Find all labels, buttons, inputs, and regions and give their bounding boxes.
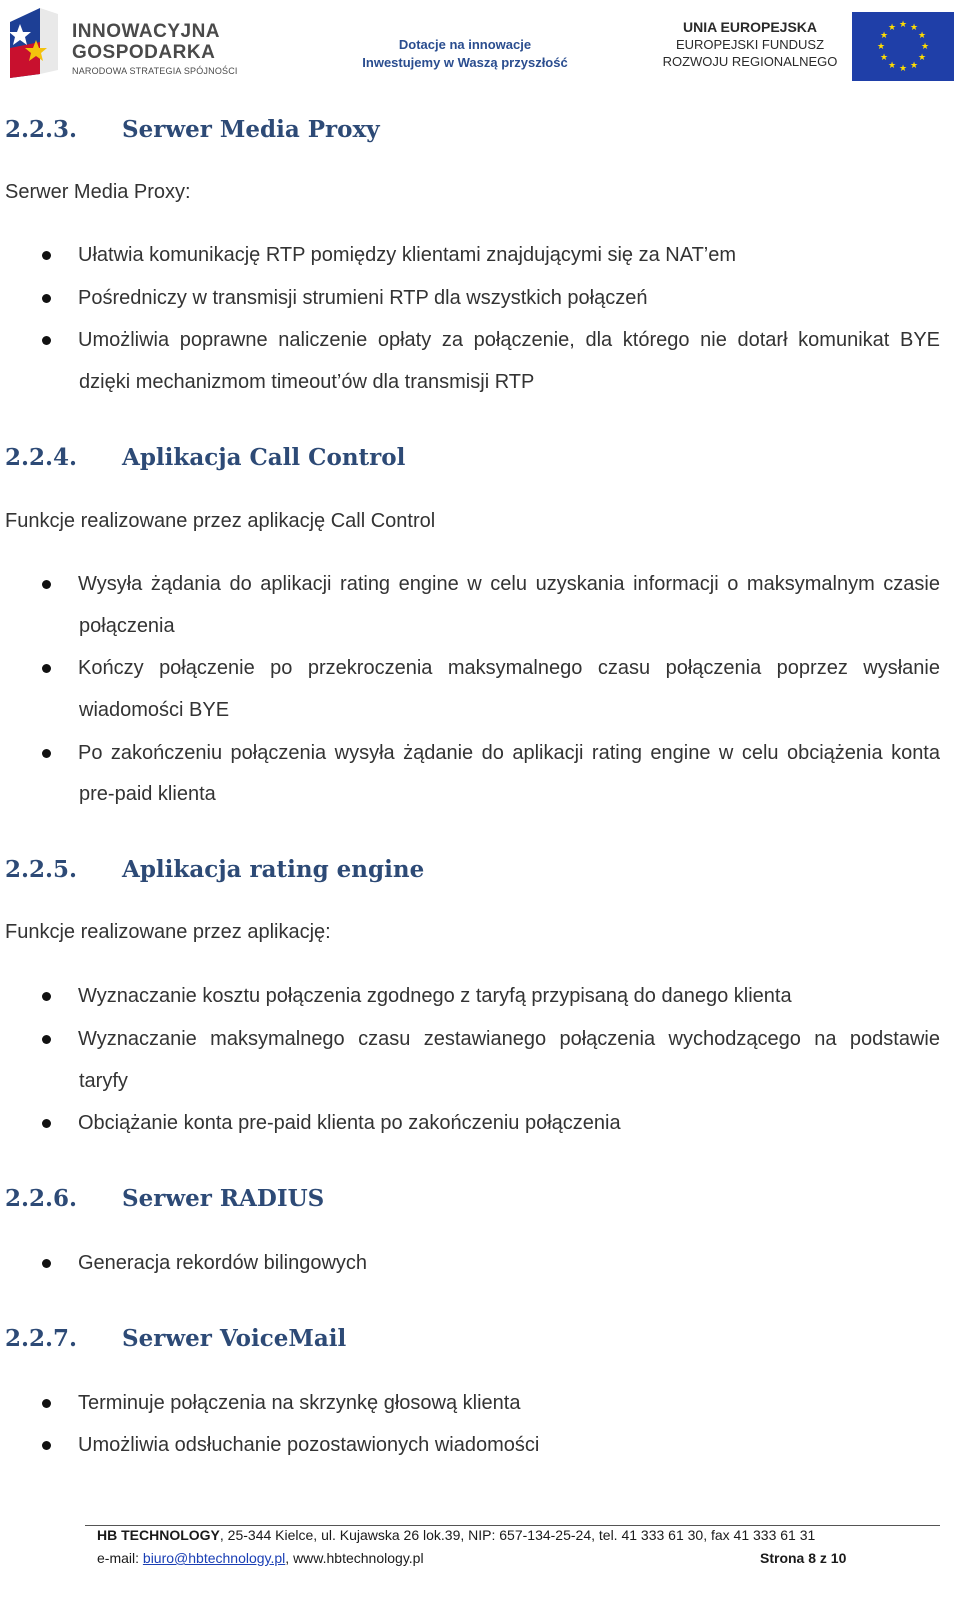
svg-text:★: ★ bbox=[887, 61, 897, 71]
svg-text:★: ★ bbox=[917, 31, 927, 41]
bullet-icon bbox=[42, 992, 51, 1001]
section-heading-2-2-5 bbox=[5, 856, 424, 884]
section-title: Serwer RADIUS bbox=[122, 1185, 325, 1212]
svg-text:★: ★ bbox=[909, 23, 919, 33]
section-title: Serwer VoiceMail bbox=[122, 1325, 347, 1352]
bullet-icon bbox=[42, 1035, 51, 1044]
list-item-continuation: wiadomości BYE bbox=[79, 699, 230, 721]
list-item-continuation: dzięki mechanizmom timeout’ów dla transmisji RTP bbox=[79, 371, 535, 393]
section-number: 2.2.7. bbox=[5, 1325, 78, 1352]
footer-contact-line bbox=[97, 1550, 424, 1566]
footer-website: , www.hbtechnology.pl bbox=[285, 1550, 424, 1566]
list-item: Terminuje połączenia na skrzynkę głosową klienta bbox=[78, 1392, 521, 1414]
section-number: 2.2.4. bbox=[5, 444, 78, 471]
bullet-icon bbox=[42, 1119, 51, 1128]
list-item: Generacja rekordów bilingowych bbox=[78, 1252, 368, 1274]
innowacyjna-gospodarka-logo bbox=[6, 4, 246, 84]
list-item: Kończy połączenie po przekroczenia maksymalnego czasu połączenia poprzez wysłanie bbox=[78, 657, 940, 679]
bullet-icon bbox=[42, 1259, 51, 1268]
section-intro: Funkcje realizowane przez aplikację Call Control bbox=[5, 510, 436, 532]
section-title: Aplikacja Call Control bbox=[122, 444, 406, 471]
footer-email-label: e-mail: bbox=[97, 1550, 143, 1566]
list-item: Wyznaczanie maksymalnego czasu zestawianego połączenia wychodzącego na podstawie bbox=[78, 1028, 940, 1050]
footer-email-link[interactable]: biuro@hbtechnology.pl bbox=[142, 1550, 286, 1566]
logo-title-line2: GOSPODARKA bbox=[72, 42, 216, 63]
eu-fund-text bbox=[660, 18, 840, 70]
section-title: Serwer Media Proxy bbox=[122, 116, 380, 143]
svg-text:★: ★ bbox=[920, 42, 930, 52]
list-item: Umożliwia poprawne naliczenie opłaty za połączenie, dla którego nie dotarł komunikat BYE bbox=[78, 329, 940, 351]
page-number: Strona 8 z 10 bbox=[760, 1550, 847, 1566]
list-item: Obciążanie konta pre-paid klienta po zakończeniu połączenia bbox=[78, 1112, 621, 1134]
bullet-icon bbox=[42, 294, 51, 303]
bullet-icon bbox=[42, 1441, 51, 1450]
section-number: 2.2.5. bbox=[5, 856, 78, 883]
svg-text:★: ★ bbox=[898, 20, 908, 30]
section-intro: Funkcje realizowane przez aplikację: bbox=[5, 921, 331, 943]
list-item: Ułatwia komunikację RTP pomiędzy klientami znajdującymi się za NAT’em bbox=[78, 244, 737, 266]
flag-logo-icon bbox=[6, 4, 64, 82]
svg-text:★: ★ bbox=[909, 61, 919, 71]
section-heading-2-2-4 bbox=[5, 444, 405, 472]
dotacje-slogan bbox=[345, 36, 585, 72]
bullet-icon bbox=[42, 580, 51, 589]
list-item: Wyznaczanie kosztu połączenia zgodnego z taryfą przypisaną do danego klienta bbox=[78, 985, 792, 1007]
eu-title: UNIA EUROPEJSKA bbox=[682, 19, 818, 35]
page-header bbox=[0, 0, 960, 92]
footer-company: HB TECHNOLOGY bbox=[97, 1527, 220, 1543]
section-heading-2-2-7 bbox=[5, 1325, 346, 1353]
bullet-icon bbox=[42, 251, 51, 260]
svg-text:★: ★ bbox=[879, 53, 889, 63]
section-heading-2-2-3 bbox=[5, 116, 380, 144]
section-number: 2.2.6. bbox=[5, 1185, 78, 1212]
svg-text:★: ★ bbox=[898, 64, 908, 74]
list-item: Umożliwia odsłuchanie pozostawionych wiadomości bbox=[78, 1434, 540, 1456]
section-intro: Serwer Media Proxy: bbox=[5, 181, 191, 203]
list-item-continuation: taryfy bbox=[79, 1070, 128, 1092]
bullet-icon bbox=[42, 664, 51, 673]
slogan-line2: Inwestujemy w Waszą przyszłość bbox=[362, 55, 568, 70]
footer-divider bbox=[85, 1525, 940, 1526]
svg-text:★: ★ bbox=[879, 31, 889, 41]
svg-text:★: ★ bbox=[876, 42, 886, 52]
bullet-icon bbox=[42, 749, 51, 758]
svg-text:★: ★ bbox=[887, 23, 897, 33]
list-item-continuation: pre-paid klienta bbox=[79, 783, 216, 805]
list-item: Po zakończeniu połączenia wysyła żądanie do aplikacji rating engine w celu obciążenia konta bbox=[78, 742, 940, 764]
eu-fund-line2: ROZWOJU REGIONALNEGO bbox=[662, 54, 838, 69]
logo-subtitle: NARODOWA STRATEGIA SPÓJNOŚCI bbox=[72, 66, 238, 76]
section-title: Aplikacja rating engine bbox=[122, 856, 425, 883]
section-heading-2-2-6 bbox=[5, 1185, 324, 1213]
section-number: 2.2.3. bbox=[5, 116, 78, 143]
footer-address: , 25-344 Kielce, ul. Kujawska 26 lok.39, NIP: 657-134-25-24, tel. 41 333 61 30, fax 41 333 61 31 bbox=[219, 1527, 816, 1543]
bullet-icon bbox=[42, 1399, 51, 1408]
bullet-icon bbox=[42, 336, 51, 345]
list-item: Pośredniczy w transmisji strumieni RTP dla wszystkich połączeń bbox=[78, 287, 648, 309]
eu-fund-line1: EUROPEJSKI FUNDUSZ bbox=[675, 37, 825, 52]
footer-company-line bbox=[97, 1527, 815, 1543]
logo-title-line1: INNOWACYJNA bbox=[72, 21, 221, 42]
list-item-continuation: połączenia bbox=[79, 615, 175, 637]
list-item: Wysyła żądania do aplikacji rating engine w celu uzyskania informacji o maksymalnym czasie bbox=[78, 573, 940, 595]
slogan-line1: Dotacje na innowacje bbox=[398, 37, 532, 52]
svg-text:★: ★ bbox=[917, 53, 927, 63]
eu-flag-icon bbox=[852, 12, 954, 81]
